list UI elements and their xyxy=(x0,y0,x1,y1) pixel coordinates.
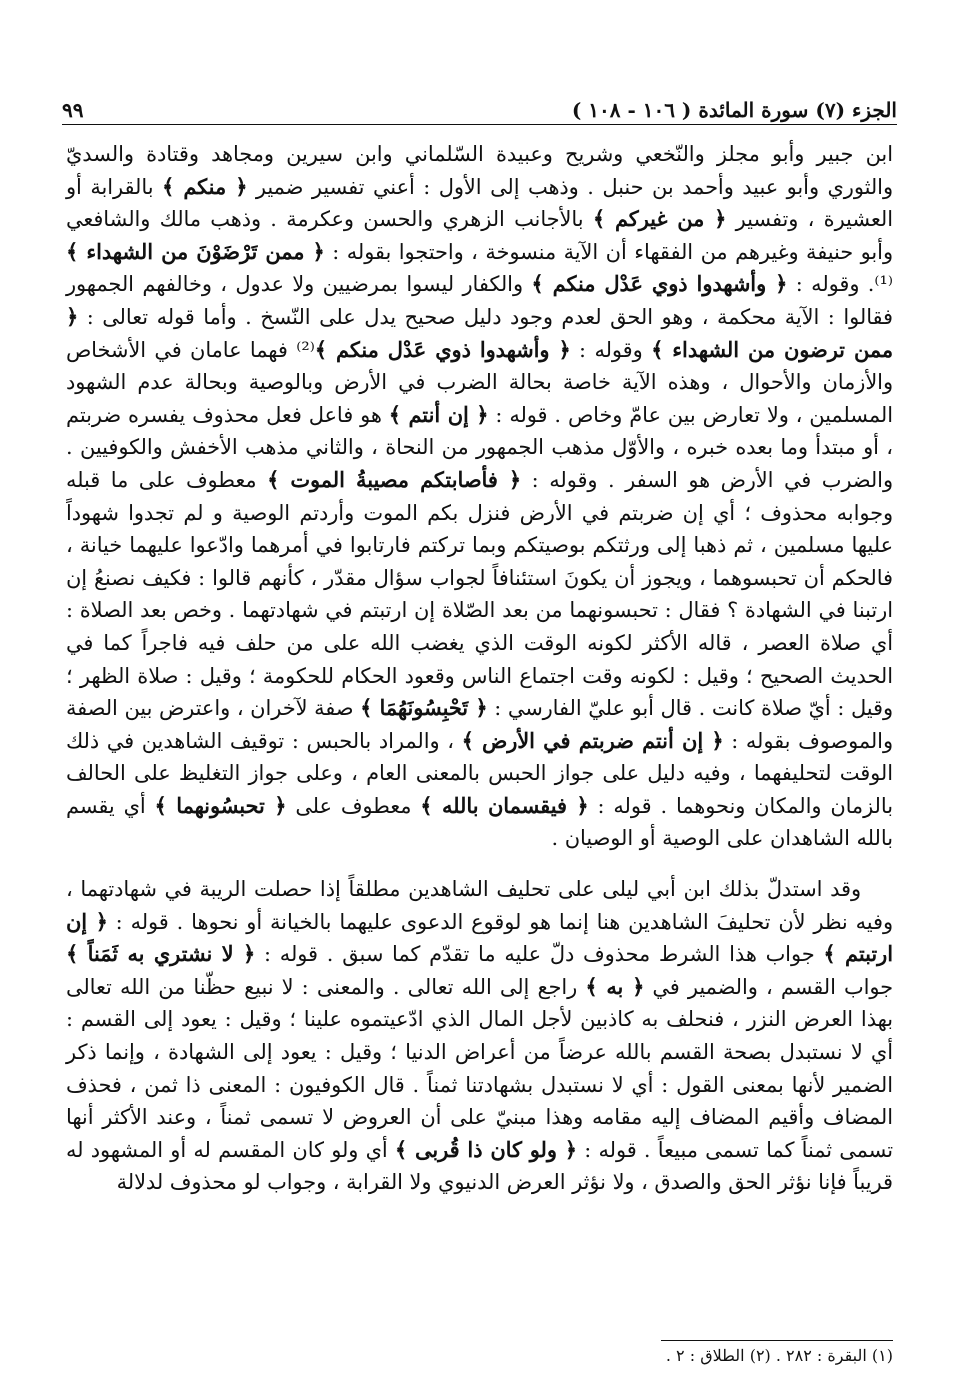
page-number: ٩٩ xyxy=(62,98,84,122)
text-run: صفة لآخران ، واعترض بين الصفة والموصوف بقوله : xyxy=(66,696,893,753)
header-rule xyxy=(62,124,897,125)
quran-quote: ﴿ تحبسُونهما ﴾ xyxy=(154,792,287,818)
text-run: أي ولو كان المقسم له أو المشهود له قريباً فإنا نؤثر الحق والصدق ، ولا نؤثر العرض الدنيوي ولا القرابة ، وجواب لو محذوف لدلالة xyxy=(66,1137,893,1195)
footnote: (١) البقرة : ٢٨٢ . (٢) الطلاق : ٢ . xyxy=(665,1346,893,1365)
running-head: الجزء (٧) سورة المائدة ( ١٠٦ - ١٠٨ ) xyxy=(571,98,897,122)
text-run: بالأجانب الزهري والحسن وعكرمة . وذهب مالك والشافعي وأبو حنيفة وغيرهم من الفقهاء أن الآية منسوخة ، واحتجوا بقوله : xyxy=(66,207,893,264)
quran-quote: ﴿ إن أنتم ﴾ xyxy=(388,401,489,427)
text-run: جواب هذا الشرط محذوف دلّ عليه ما تقدّم كما سبق . قوله : xyxy=(255,942,824,967)
page-body xyxy=(66,138,893,1199)
quran-quote: ﴿ ممن ترضون من الشهداء ﴾ xyxy=(66,303,893,362)
text-run: ، والمراد بالحبس : توقيف الشاهدين في ذلك الوقت لتحليفهما ، وفيه دليل على جواز الحبس بالمعنى العام ، وعلى جواز التغليظ على الحالف بالزمان والمكان ونحوهما . قوله : xyxy=(66,728,894,818)
quran-quote: ﴿ وأشهدوا ذوي عَدْل منكم ﴾ xyxy=(314,336,571,362)
text-run: أي يقسم بالله الشاهدان على الوصية أو الوصيان . xyxy=(66,793,893,851)
page-header xyxy=(62,92,897,122)
quran-quote: ﴿ إن ارتبتم ﴾ xyxy=(66,908,894,967)
body-paragraph xyxy=(66,138,893,855)
text-run: جواب القسم ، والضمير في xyxy=(644,974,893,999)
quran-quote: ﴿ تَحْبِسُونَهُمَا ﴾ xyxy=(360,695,488,721)
quran-quote: ﴿ وأشهدوا ذوي عَدْل منكم ﴾ xyxy=(531,271,788,297)
quran-quote: ﴿ فيقسمان بالله ﴾ xyxy=(420,792,589,818)
text-run: وقد استدلّ بذلك ابن أبي ليلى على تحليف الشاهدين مطلقاً إذا حصلت الريبة في شهادتهما ، وفيه نظر لأن تحليفَ الشاهدين هنا إنما هو لوقوع الدعوى عليهما بالخيانة أو نحوها . قوله : xyxy=(66,877,893,934)
text-run: والكفار ليسوا بمرضيين ولا عدول ، وخالفهم الجمهور فقالوا : الآية محكمة ، وهو الحق لعدم وجود دليل صحيح يدل على النّسخ . وأما قوله تعالى : xyxy=(66,272,893,329)
body-paragraph xyxy=(66,873,893,1199)
quran-quote: ﴿ من غيركم ﴾ xyxy=(592,206,727,232)
text-run: معطوف على xyxy=(286,793,421,818)
quran-quote: ﴿ ولو كان ذا قُربى ﴾ xyxy=(394,1136,577,1162)
text-run: ابن جبير وأبو مجلز والنّخعي وشريح وعبيدة السّلماني وابن سيرين ومجاهد وقتادة والسديّ والثوري وأبو عبيد وأحمد بن حنبل . وذهب إلى الأول : أعني تفسير ضمير xyxy=(66,142,893,199)
text-run: راجع إلى الله تعالى . والمعنى : لا نبيع حظّنا من الله تعالى بهذا العرض النزر ، فنحلف به كاذبين لأجل المال الذي ادّعيتموه علينا ؛ وقيل : يعود إلى القسم : أي لا نستبدل بصحة القسم بالله عرضاً من أعراض الدنيا ؛ وقيل : يعود إلى الشهادة ، وإنما ذكر الضمير لأنها بمعنى القول : أي لا نستبدل بشهادتنا ثمناً . قال الكوفيون : المعنى ذا ثمن ، فحذف المضاف وأقيم المضاف إليه مقامه وهذا مبنيّ على أن العروض لا تسمى ثمناً ، وعند الأكثر أنها تسمى ثمناً كما تسمى مبيعاً . قوله : xyxy=(66,974,893,1162)
quran-quote: ﴿ به ﴾ xyxy=(585,973,645,999)
text-run: بالقرابة أو العشيرة ، وتفسير xyxy=(66,174,894,232)
quran-quote: ﴿ فأصابتكم مصيبةُ الموت ﴾ xyxy=(267,466,522,492)
text-run: معطوف على ما قبله وجوابه محذوف ؛ أي إن ضربتم في الأرض فنزل بكم الموت وأردتم الوصية و لم تجدوا شهوداً عليها مسلمين ، ثم ذهبا إلى ورثتكم بوصيتكم وبما تركتم فارتابوا في أمرهما وادّعوا عليهما خيانة ، فالحكم أن تحبسوهما ، ويجوز أن يكونَ استئنافاً لجواب سؤال مقدّر ، كأنهم قالوا : فكيف نصنعُ إن ارتبنا في الشهادة ؟ فقال : تحبسونهما من بعد الصّلاة إن ارتبتم في شهادتهما . وخص بعد الصلاة : أي صلاة العصر ، قاله الأكثر لكونه الوقت الذي يغضب الله على من حلف فيه فاجراً كما في الحديث الصحيح ؛ وقيل : لكونه وقت اجتماع الناس وقعود الحكام للحكومة ؛ وقيل : صلاة الظهر ؛ وقيل : أيّ صلاة كانت . قال أبو عليّ الفارسي : xyxy=(66,467,893,721)
quran-quote: ﴿ إن أنتم ضربتم في الأرض ﴾ xyxy=(461,727,724,753)
footnote-rule xyxy=(661,1340,893,1341)
quran-quote: ﴿ لا نشتري به ثَمَناً ﴾ xyxy=(66,941,256,967)
text-run: ⁽¹⁾. وقوله : xyxy=(787,272,893,297)
quran-quote: ﴿ ممن تَرْضَوْنَ من الشهداء ﴾ xyxy=(66,238,325,264)
text-run: وقوله : xyxy=(570,337,652,362)
quran-quote: ﴿ منكم ﴾ xyxy=(162,173,248,199)
text-run: هو فاعل فعل محذوف يفسره ضربتم ، أو مبتدأ وما بعده خبره ، والأوّل مذهب الجمهور من النحاة ، والثاني مذهب الأخفش والكوفيين . والضرب في الأرض هو السفر . وقوله : xyxy=(66,402,893,492)
text-run: ⁽²⁾ فهما عامان في الأشخاص والأزمان والأحوال ، وهذه الآية خاصة بحالة الضرب في الأرض وبالوصية وبحالة عدم الشهود المسلمين ، ولا تعارض بين عامّ وخاص . قوله : xyxy=(66,337,894,427)
